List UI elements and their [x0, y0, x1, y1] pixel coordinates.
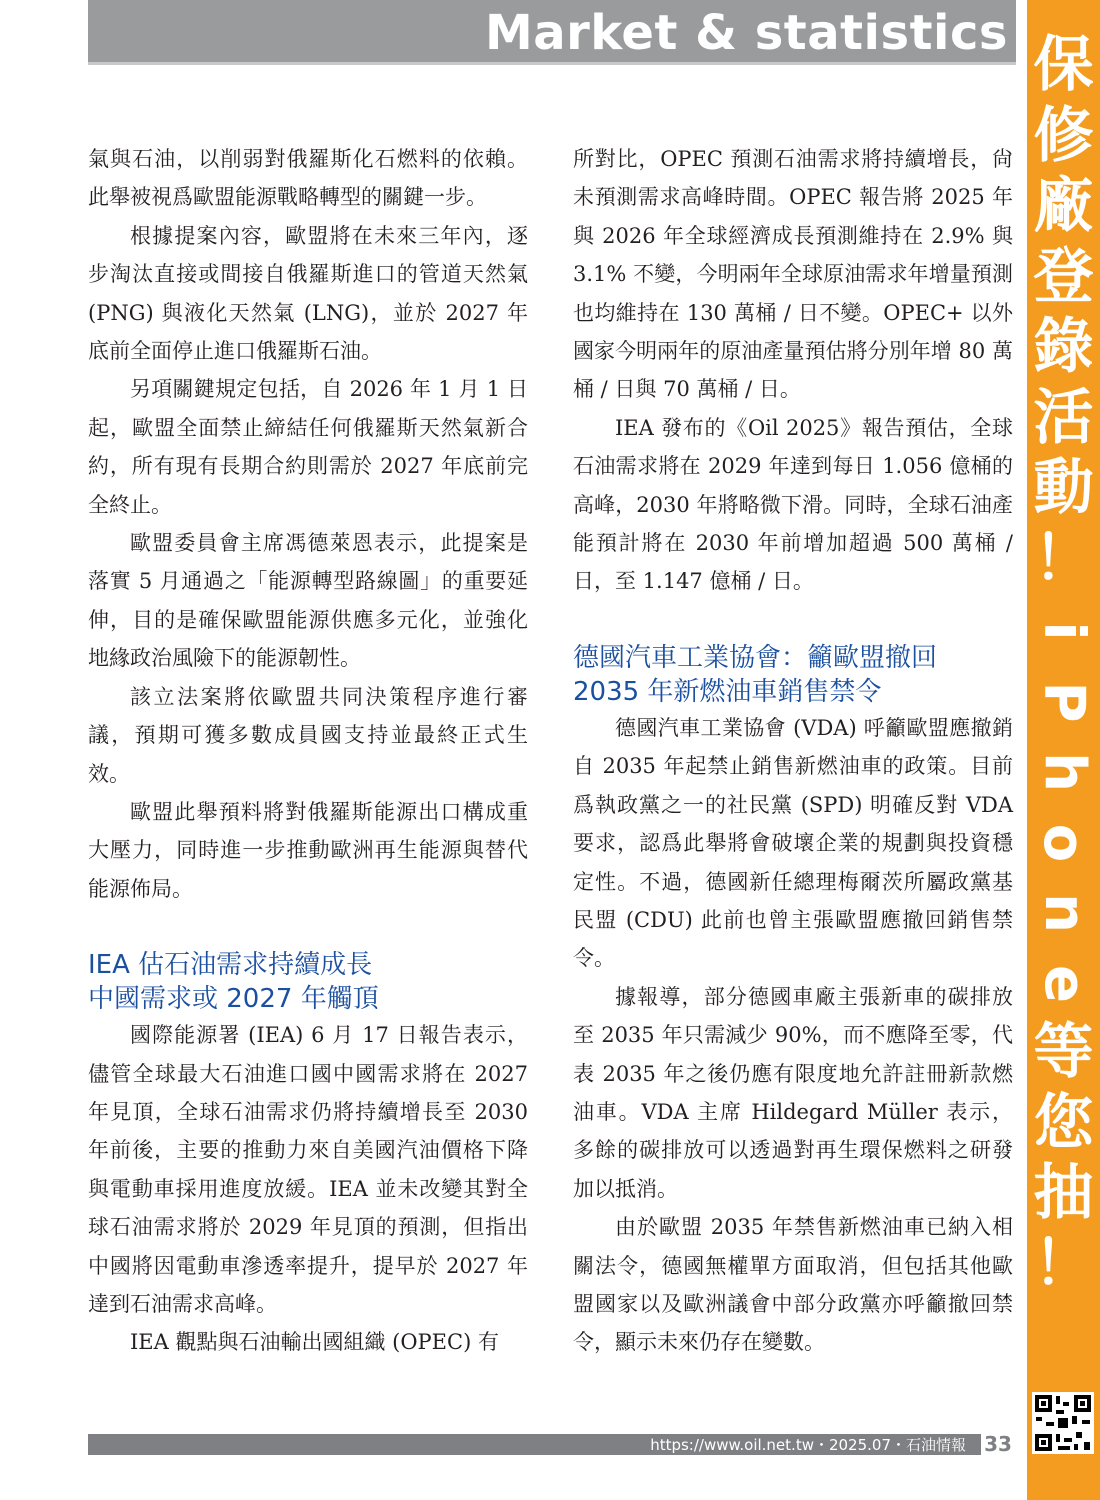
section-gap	[88, 908, 528, 948]
section-title: Market & statistics	[484, 5, 1008, 61]
paragraph: 另項關鍵規定包括，自 2026 年 1 月 1 日起，歐盟全面禁止締結任何俄羅斯天然氣新合約，所有現有長期合約則需於 2027 年底前完全終止。	[88, 377, 528, 517]
banner-char: ！	[1033, 523, 1094, 594]
heading-line: 中國需求或 2027 年觸頂	[88, 984, 379, 1015]
banner-char: 動	[1033, 453, 1094, 523]
banner-char: ！	[1033, 1228, 1094, 1299]
footer-source: https://www.oil.net.tw・2025.07・石油情報	[650, 1436, 966, 1454]
banner-latin-char: o	[1031, 823, 1097, 862]
paragraph: 根據提案內容，歐盟將在未來三年內，逐步淘汰直接或間接自俄羅斯進口的管道天然氣 (PNG) 與液化天然氣 (LNG)，並於 2027 年底前全面停止進口俄羅斯石油。	[88, 223, 528, 364]
paragraph: 由於歐盟 2035 年禁售新燃油車已納入相關法令，德國無權單方面取消，但包括其他歐盟國家以及歐洲議會中部分政黨亦呼籲撤回禁令，顯示未來仍存在變數。	[573, 1215, 1013, 1355]
banner-char: 錄	[1033, 312, 1094, 382]
banner-char: 登	[1033, 241, 1094, 312]
banner-char: 活	[1033, 382, 1094, 453]
banner-latin-char: n	[1031, 893, 1097, 933]
banner-char: 修	[1033, 100, 1094, 171]
page-number: 33	[981, 1431, 1015, 1458]
section-gap	[573, 601, 1013, 641]
banner-char: 廠	[1033, 171, 1094, 241]
left-column	[88, 140, 528, 1362]
paragraph: 該立法案將依歐盟共同決策程序進行審議，預期可獲多數成員國支持並最終正式生效。	[88, 684, 528, 786]
paragraph: IEA 發布的《Oil 2025》報告預估，全球石油需求將在 2029 年達到每日 1.056 億桶的高峰，2030 年將略微下滑。同時，全球石油產能預計將在 2030 年前增加超過 500 萬桶 / 日，至 1.147 億桶 / 日。	[573, 415, 1013, 594]
banner-latin-char: e	[1031, 964, 1097, 1003]
banner-char: 等	[1033, 1017, 1094, 1087]
heading-line: 德國汽車工業協會：籲歐盟撤回	[573, 642, 938, 673]
paragraph-continued: 氣與石油，以削弱對俄羅斯化石燃料的依賴。此舉被視爲歐盟能源戰略轉型的關鍵一步。	[88, 147, 528, 210]
paragraph: IEA 觀點與石油輸出國組織 (OPEC) 有	[130, 1330, 499, 1355]
paragraph: 據報導，部分德國車廠主張新車的碳排放至 2035 年只需減少 90%，而不應降至零，代表 2035 年之後仍應有限度地允許註冊新款燃油車。VDA 主席 Hildegard Müller 表示，多餘的碳排放可以透過對再生環保燃料之研發加以抵消。	[573, 984, 1013, 1201]
banner-latin-char: i	[1031, 621, 1097, 641]
paragraph: 歐盟委員會主席馮德萊恩表示，此提案是落實 5 月通過之「能源轉型路線圖」的重要延伸，目的是確保歐盟能源供應多元化，並強化地緣政治風險下的能源韌性。	[88, 531, 528, 671]
article-heading-iea	[88, 948, 528, 1016]
paragraph: 德國汽車工業協會 (VDA) 呼籲歐盟應撤銷自 2035 年起禁止銷售新燃油車的政策。目前爲執政黨之一的社民黨 (SPD) 明確反對 VDA 要求，認爲此舉將會破壞企業的規劃與投資穩定性。不過，德國新任總理梅爾茨所屬政黨基民盟 (CDU) 此前也曾主張歐盟應撤回銷售禁令。	[573, 715, 1013, 971]
heading-line: 2035 年新燃油車銷售禁令	[573, 676, 882, 707]
banner-char: 您	[1033, 1087, 1094, 1158]
promo-side-banner[interactable]	[1027, 0, 1100, 1500]
heading-line: IEA 估石油需求持續成長	[88, 950, 373, 981]
header-rule	[88, 62, 1016, 65]
banner-char: 保	[1033, 30, 1094, 100]
banner-latin-char: P	[1031, 680, 1097, 723]
promo-banner-text	[1027, 30, 1100, 1299]
paragraph-continued: 所對比，OPEC 預測石油需求將持續增長，尙未預測需求高峰時間。OPEC 報告將 2025 年與 2026 年全球經濟成長預測維持在 2.9% 與 3.1% 不變，今明兩年全球原油需求年增量預測也均維持在 130 萬桶 / 日不變。OPEC+ 以外國家今明兩年的原油產量預估將分別年增 80 萬桶 / 日與 70 萬桶 / 日。	[573, 147, 1013, 402]
qr-code-icon[interactable]	[1032, 1392, 1094, 1454]
article-heading-vda	[573, 641, 1013, 709]
paragraph: 國際能源署 (IEA) 6 月 17 日報告表示，儘管全球最大石油進口國中國需求將在 2027 年見頂，全球石油需求仍將持續增長至 2030 年前後，主要的推動力來自美國汽油價格下降與電動車採用進度放緩。IEA 並未改變其對全球石油需求將於 2029 年見頂的預測，但指出中國將因電動車滲透率提升，提早於 2027 年達到石油需求高峰。	[88, 1023, 528, 1316]
right-column	[573, 140, 1013, 1362]
paragraph: 歐盟此舉預料將對俄羅斯能源出口構成重大壓力，同時進一步推動歐洲再生能源與替代能源佈局。	[88, 799, 528, 901]
banner-latin-char: h	[1031, 752, 1097, 792]
banner-char: 抽	[1033, 1158, 1094, 1228]
